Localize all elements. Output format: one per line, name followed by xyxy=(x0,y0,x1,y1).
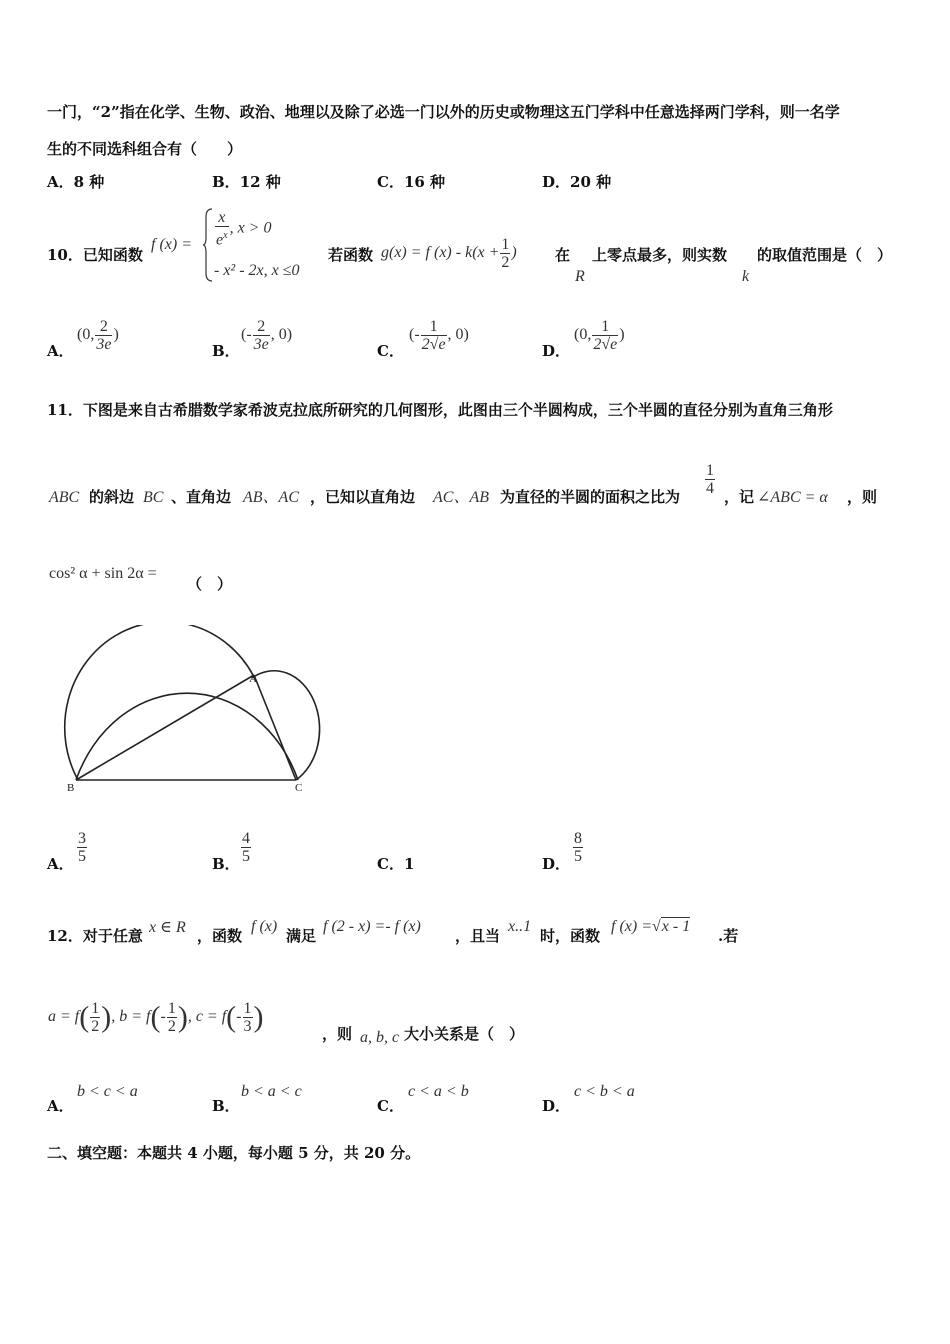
q12-option-c-value: c < a < b xyxy=(408,1083,469,1100)
q12-fdef: f (x) =√x - 1 xyxy=(611,918,691,935)
q10-option-b-value: (- $\frac{2}{3e}$ , 0) xyxy=(241,318,293,353)
q10-k: k xyxy=(742,268,750,285)
semicircle-bc xyxy=(76,693,298,780)
q12-abc: a, b, c xyxy=(360,1029,400,1046)
q10-fx: f (x) = xyxy=(151,236,192,253)
section2-title: 二、填空题：本题共 4 小题，每小题 5 分，共 20 分。 xyxy=(47,1144,421,1162)
q12-text-3: 满足 xyxy=(286,927,317,945)
q11-text-yizhi: ，已知以直角边 xyxy=(310,488,416,506)
q12-cond: x..1 xyxy=(508,918,532,935)
q12-option-a-value: b < c < a xyxy=(77,1083,138,1100)
q10-option-c-value: (- $\frac{1}{2√e}$ , 0) xyxy=(409,318,469,353)
q12-option-b-label: B． xyxy=(212,1097,240,1115)
q11-figure xyxy=(56,625,336,800)
q11-paren: （ ） xyxy=(187,575,233,593)
q12-text-7: ，则 xyxy=(322,1025,353,1043)
q11-line1: 11．下图是来自古希腊数学家希波克拉底所研究的几何图形，此图由三个半圆构成，三个半圆的直径分别为直角三角形 xyxy=(47,401,833,419)
q12-text-5: 时，函数 xyxy=(540,927,601,945)
q10-R: R xyxy=(575,268,585,285)
q9-option-d: D．20 种 xyxy=(542,173,612,191)
q10-option-d-label: D． xyxy=(542,342,571,360)
q10-text-mid: 上零点最多，则实数 xyxy=(592,246,728,264)
q10-case1: $\frac{x}{e^x}$ , x > 0 xyxy=(216,209,272,249)
q11-option-c: C．1 xyxy=(377,855,415,873)
q12-option-d-label: D． xyxy=(542,1097,571,1115)
q12-option-d-value: c < b < a xyxy=(574,1083,635,1100)
q11-text-ze: ，则 xyxy=(847,488,878,506)
q10-brace xyxy=(202,207,214,283)
q11-option-d-label: D． xyxy=(542,855,571,873)
q9-option-b: B．12 种 xyxy=(212,173,281,191)
q9-option-c: C．16 种 xyxy=(377,173,446,191)
q10-text-ruohanshu: 若函数 xyxy=(328,246,374,264)
q9-text-line1: 一门，“2”指在化学、生物、政治、地理以及除了必选一门以外的历史或物理这五门学科中任意选择两门学科，则一名学 xyxy=(47,103,840,121)
q10-option-a-label: A． xyxy=(47,342,74,360)
q10-option-c-label: C． xyxy=(377,342,404,360)
q12-fx: f (x) xyxy=(251,918,278,935)
q11-text-zhijiao: 、直角边 xyxy=(171,488,232,506)
q9-option-a: A．8 种 xyxy=(47,173,105,191)
q12-text-1: 12．对于任意 xyxy=(47,927,143,945)
q11-ratio: $\frac{1}{4}$ xyxy=(706,462,714,497)
q12-text-8: 大小关系是（ ） xyxy=(404,1025,525,1043)
q11-expr: cos² α + sin 2α = xyxy=(49,565,157,582)
label-b: B xyxy=(67,782,75,794)
semicircle-ac xyxy=(252,671,320,780)
q12-text-6: .若 xyxy=(718,927,739,945)
q11-text-xiebian: 的斜边 xyxy=(89,488,135,506)
q10-text-end: 的取值范围是（ ） xyxy=(757,246,893,264)
q11-option-a-value: $\frac{3}{5}$ xyxy=(78,830,86,865)
q11-ab-ac: AB、AC xyxy=(243,489,299,506)
q11-ac-ab: AC、AB xyxy=(433,489,489,506)
q12-text-4: ，且当 xyxy=(455,927,501,945)
q11-text-ratio: 为直径的半圆的面积之比为 xyxy=(500,488,681,506)
q12-option-a-label: A． xyxy=(47,1097,74,1115)
q11-abc: ABC xyxy=(49,489,80,506)
q10-option-d-value: (0, $\frac{1}{2√e}$ ) xyxy=(574,318,625,353)
q9-text-line2: 生的不同选科组合有（ ） xyxy=(47,140,243,158)
q10-number: 10．已知函数 xyxy=(47,246,143,264)
q12-x-in-r: x ∈ R xyxy=(149,919,186,936)
label-a: A xyxy=(249,673,257,685)
q10-option-b-label: B． xyxy=(212,342,240,360)
q10-case2: - x² - 2x, x ≤0 xyxy=(214,262,300,279)
q11-angle: ∠ABC = α xyxy=(757,489,828,506)
q10-option-a-value: (0, $\frac{2}{3e}$ ) xyxy=(77,318,119,353)
side-ac xyxy=(254,675,296,780)
q10-text-zai: 在 xyxy=(555,246,571,264)
q11-option-b-label: B． xyxy=(212,855,240,873)
q12-text-2: ，函数 xyxy=(197,927,243,945)
q11-bc: BC xyxy=(143,489,164,506)
q12-abc-defs: a = f( $\frac{1}{2}$ ), b = f(- $\frac{1}{2}$ ), c = f(- $\frac{1}{3}$ ) xyxy=(48,1000,264,1035)
q12-eq: f (2 - x) =- f (x) xyxy=(323,918,421,935)
q11-option-a-label: A． xyxy=(47,855,74,873)
q11-option-d-value: $\frac{8}{5}$ xyxy=(574,830,582,865)
semicircle-ab xyxy=(65,625,253,780)
side-ab xyxy=(76,675,254,780)
q11-text-ji: ，记 xyxy=(724,488,755,506)
q12-option-b-value: b < a < c xyxy=(241,1083,302,1100)
q11-option-b-value: $\frac{4}{5}$ xyxy=(242,830,250,865)
q10-gx: g(x) = f (x) - k(x + $\frac{1}{2}$ ) xyxy=(381,236,517,271)
label-c: C xyxy=(295,782,303,794)
q12-option-c-label: C． xyxy=(377,1097,404,1115)
